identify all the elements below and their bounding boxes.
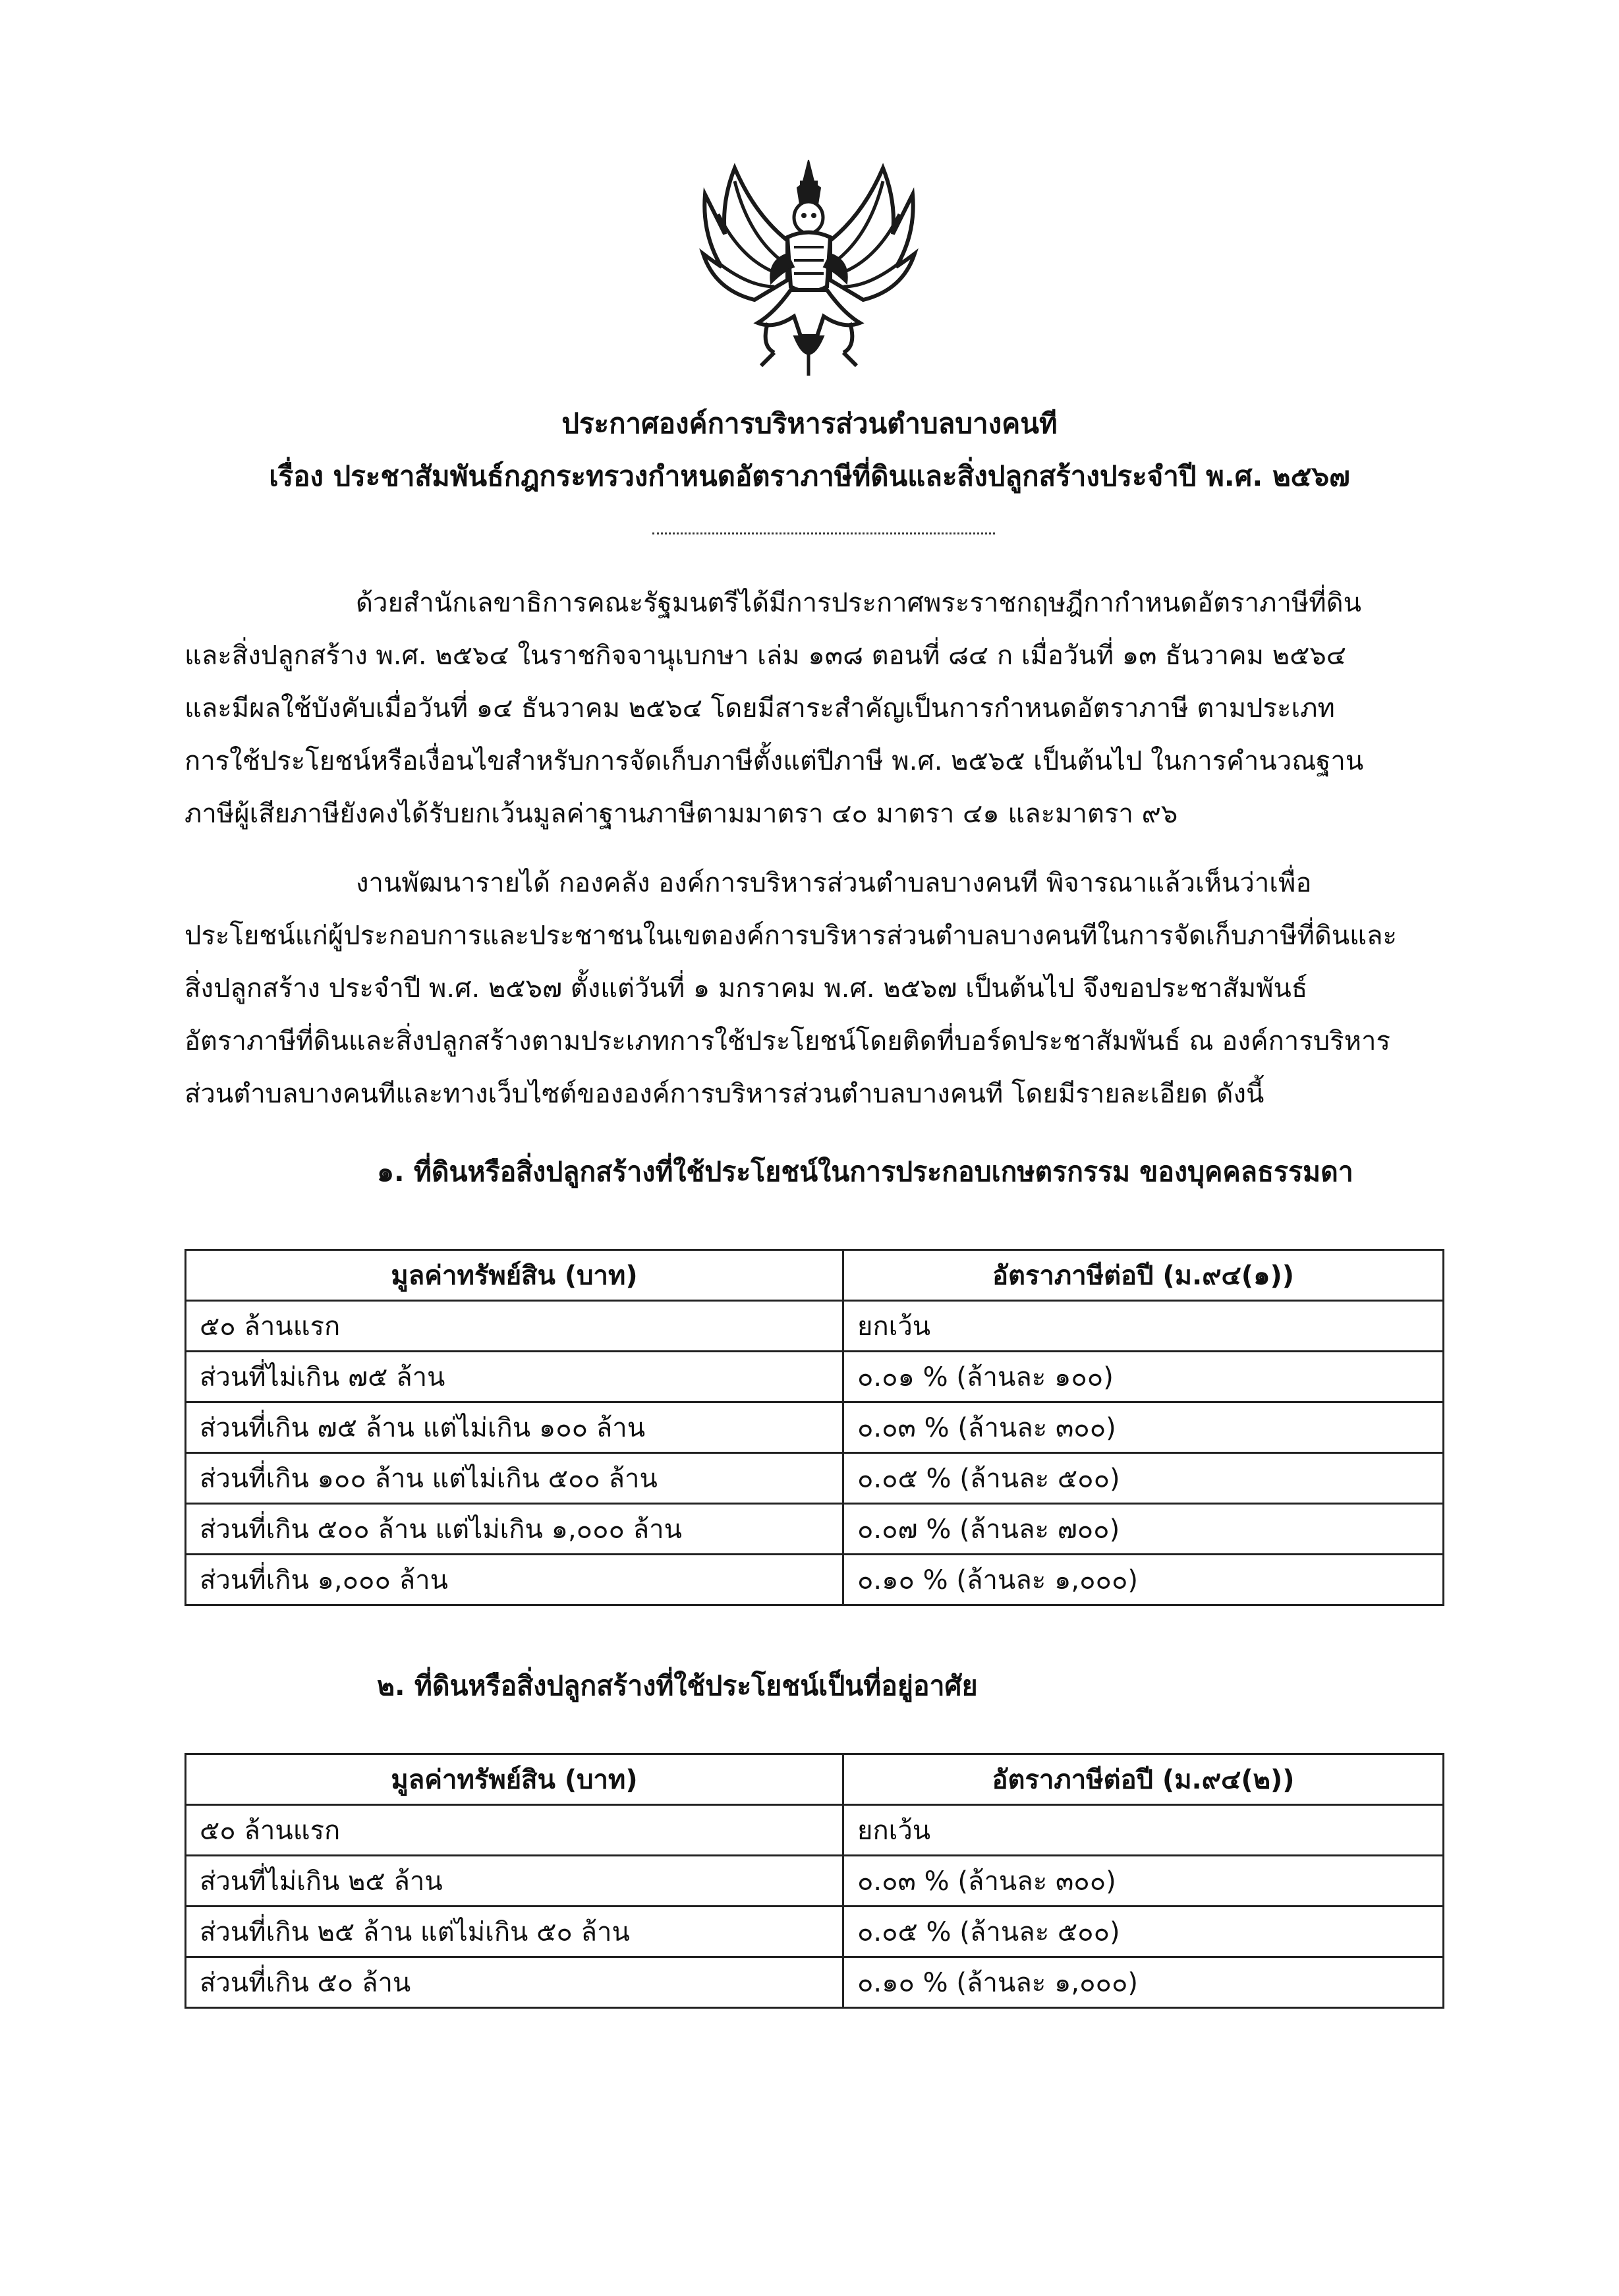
cell-rate: ๐.๐๗ % (ล้านละ ๗๐๐) (843, 1504, 1444, 1555)
cell-value: ส่วนที่ไม่เกิน ๒๕ ล้าน (186, 1856, 843, 1907)
cell-rate: ๐.๑๐ % (ล้านละ ๑,๐๐๐) (843, 1957, 1444, 2008)
column-header-rate: อัตราภาษีต่อปี (ม.๙๔(๒)) (843, 1754, 1444, 1805)
cell-rate: ๐.๐๕ % (ล้านละ ๕๐๐) (843, 1907, 1444, 1957)
cell-value: ส่วนที่เกิน ๑๐๐ ล้าน แต่ไม่เกิน ๕๐๐ ล้าน (186, 1453, 843, 1504)
paragraph-line: และสิ่งปลูกสร้าง พ.ศ. ๒๕๖๔ ในราชกิจจานุเบกษา เล่ม ๑๓๘ ตอนที่ ๘๔ ก เมื่อวันที่ ๑๓ ธันวาคม ๒๕๖๔ (185, 641, 1347, 671)
agriculture-rate-table (185, 1249, 1444, 1606)
cell-value: ส่วนที่เกิน ๕๐๐ ล้าน แต่ไม่เกิน ๑,๐๐๐ ล้าน (186, 1504, 843, 1555)
cell-rate: ยกเว้น (843, 1805, 1444, 1856)
cell-rate: ยกเว้น (843, 1301, 1444, 1352)
cell-rate: ๐.๐๓ % (ล้านละ ๓๐๐) (843, 1402, 1444, 1453)
paragraph-background (185, 577, 1446, 840)
cell-value: ส่วนที่เกิน ๗๕ ล้าน แต่ไม่เกิน ๑๐๐ ล้าน (186, 1402, 843, 1453)
paragraph-line: ด้วยสำนักเลขาธิการคณะรัฐมนตรีได้มีการประกาศพระราชกฤษฎีกากำหนดอัตราภาษีที่ดิน (356, 588, 1361, 618)
table-row (186, 1957, 1444, 2008)
section-1-heading: ๑. ที่ดินหรือสิ่งปลูกสร้างที่ใช้ประโยชน์ในการประกอบเกษตรกรรม ของบุคคลธรรมดา (377, 1156, 1353, 1188)
cell-rate: ๐.๐๕ % (ล้านละ ๕๐๐) (843, 1453, 1444, 1504)
column-header-value: มูลค่าทรัพย์สิน (บาท) (186, 1250, 843, 1301)
paragraph-line: การใช้ประโยชน์หรือเงื่อนไขสำหรับการจัดเก็บภาษีตั้งแต่ปีภาษี พ.ศ. ๒๕๖๕ เป็นต้นไป ในการคำนวณฐาน (185, 746, 1364, 776)
column-header-value: มูลค่าทรัพย์สิน (บาท) (186, 1754, 843, 1805)
paragraph-line: ส่วนตำบลบางคนทีและทางเว็บไซต์ขององค์การบริหารส่วนตำบลบางคนที โดยมีรายละเอียด ดังนี้ (185, 1079, 1264, 1109)
table-row (186, 1301, 1444, 1352)
dotted-divider (652, 532, 995, 534)
section-2-heading: ๒. ที่ดินหรือสิ่งปลูกสร้างที่ใช้ประโยชน์เป็นที่อยู่อาศัย (377, 1670, 978, 1702)
cell-rate: ๐.๐๑ % (ล้านละ ๑๐๐) (843, 1352, 1444, 1402)
cell-value: ส่วนที่เกิน ๒๕ ล้าน แต่ไม่เกิน ๕๐ ล้าน (186, 1907, 843, 1957)
cell-value: ส่วนที่ไม่เกิน ๗๕ ล้าน (186, 1352, 843, 1402)
cell-value: ๕๐ ล้านแรก (186, 1301, 843, 1352)
paragraph-line: ภาษีผู้เสียภาษียังคงได้รับยกเว้นมูลค่าฐานภาษีตามมาตรา ๔๐ มาตรา ๔๑ และมาตรา ๙๖ (185, 799, 1178, 829)
table-row (186, 1453, 1444, 1504)
table-row (186, 1907, 1444, 1957)
table-header-row (186, 1754, 1444, 1805)
table-row (186, 1352, 1444, 1402)
table-row (186, 1402, 1444, 1453)
paragraph-line: ประโยชน์แก่ผู้ประกอบการและประชาชนในเขตองค์การบริหารส่วนตำบลบางคนทีในการจัดเก็บภาษีที่ดินและ (185, 921, 1397, 951)
cell-value: ส่วนที่เกิน ๕๐ ล้าน (186, 1957, 843, 2008)
table-header-row (186, 1250, 1444, 1301)
cell-value: ส่วนที่เกิน ๑,๐๐๐ ล้าน (186, 1555, 843, 1605)
paragraph-line: สิ่งปลูกสร้าง ประจำปี พ.ศ. ๒๕๖๗ ตั้งแต่วันที่ ๑ มกราคม พ.ศ. ๒๕๖๗ เป็นต้นไป จึงขอประชาสัมพันธ์ (185, 973, 1308, 1004)
paragraph-line: อัตราภาษีที่ดินและสิ่งปลูกสร้างตามประเภทการใช้ประโยชน์โดยติดที่บอร์ดประชาสัมพันธ์ ณ องค์การบริหาร (185, 1026, 1390, 1056)
paragraph-line: และมีผลใช้บังคับเมื่อวันที่ ๑๔ ธันวาคม ๒๕๖๔ โดยมีสาระสำคัญเป็นการกำหนดอัตราภาษี ตามประเภท (185, 693, 1335, 724)
cell-rate: ๐.๐๓ % (ล้านละ ๓๐๐) (843, 1856, 1444, 1907)
announcement-title: ประกาศองค์การบริหารส่วนตำบลบางคนที (561, 407, 1058, 440)
table-row (186, 1856, 1444, 1907)
table-row (186, 1504, 1444, 1555)
cell-rate: ๐.๑๐ % (ล้านละ ๑,๐๐๐) (843, 1555, 1444, 1605)
paragraph-notice (185, 857, 1446, 1120)
column-header-rate: อัตราภาษีต่อปี (ม.๙๔(๑)) (843, 1250, 1444, 1301)
residential-rate-table (185, 1753, 1444, 2009)
paragraph-line: งานพัฒนารายได้ กองคลัง องค์การบริหารส่วนตำบลบางคนที พิจารณาแล้วเห็นว่าเพื่อ (356, 868, 1312, 898)
table-row (186, 1555, 1444, 1605)
announcement-subject: เรื่อง ประชาสัมพันธ์กฎกระทรวงกำหนดอัตราภาษีที่ดินและสิ่งปลูกสร้างประจำปี พ.ศ. ๒๕๖๗ (269, 460, 1350, 492)
table-row (186, 1805, 1444, 1856)
garuda-emblem-icon (695, 155, 923, 379)
cell-value: ๕๐ ล้านแรก (186, 1805, 843, 1856)
